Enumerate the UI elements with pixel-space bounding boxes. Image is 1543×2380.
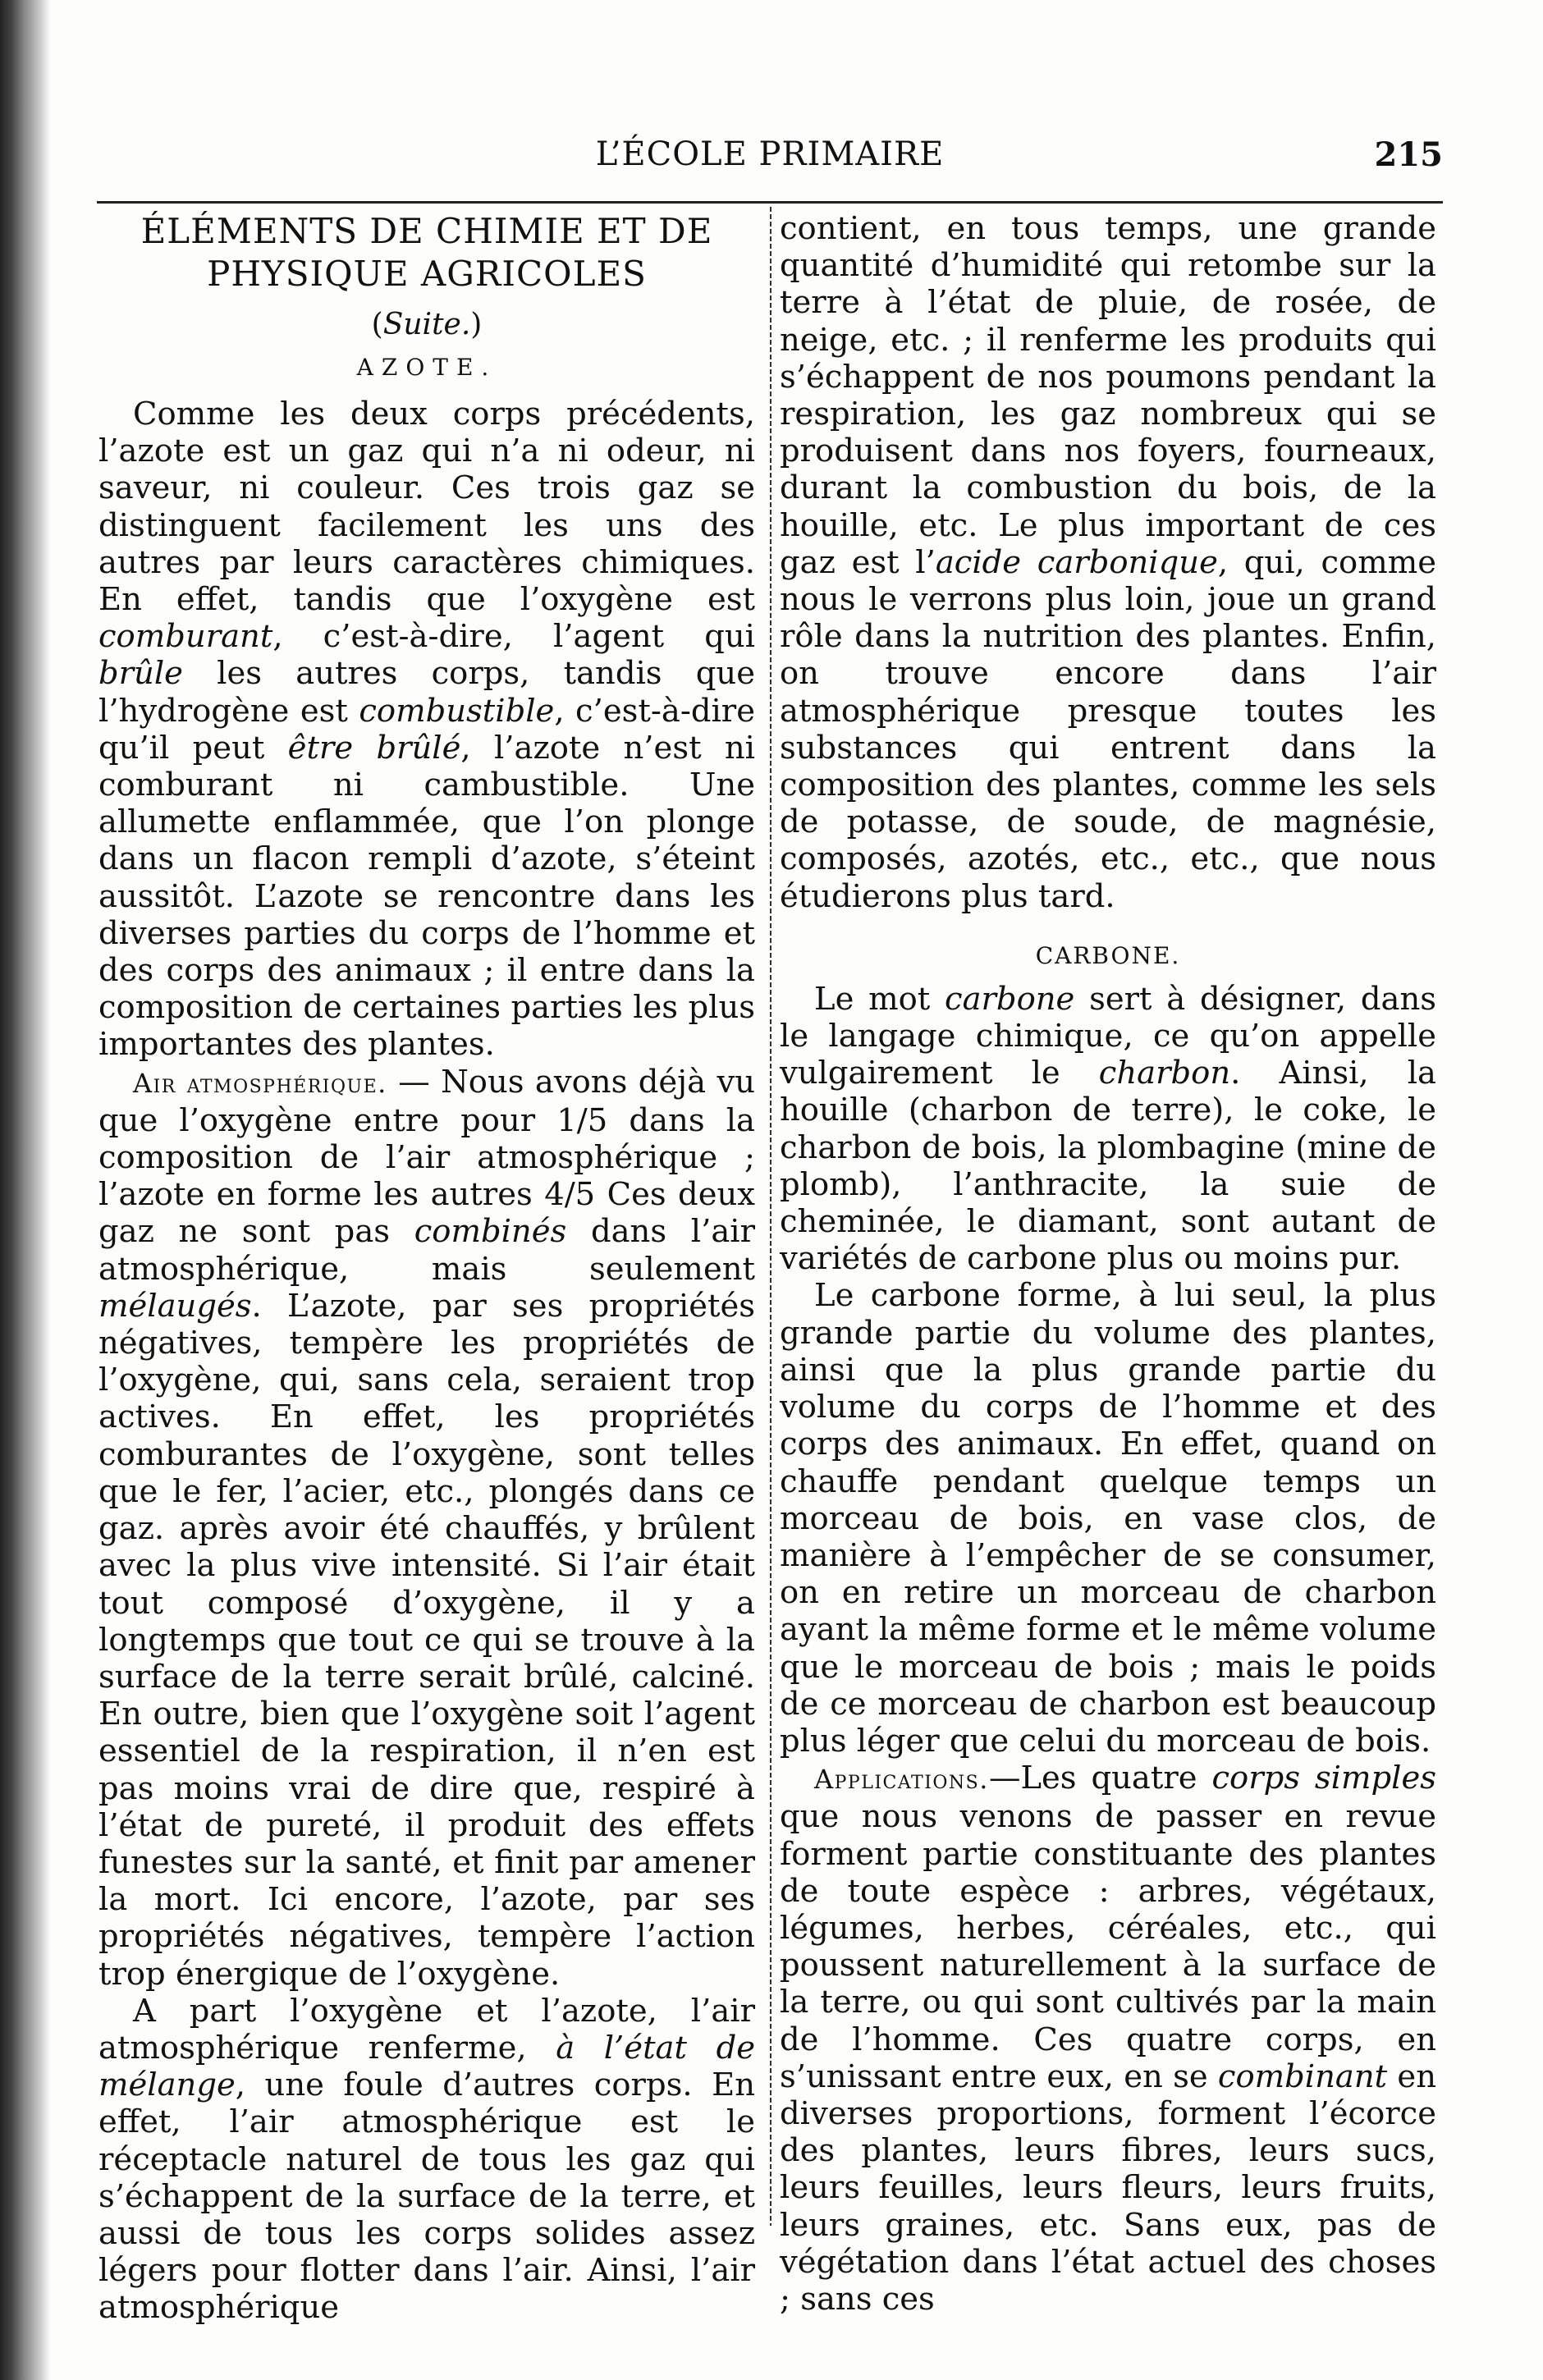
- paragraph-air-continued: [780, 210, 1436, 915]
- p2-em-melanges: mélaugés: [98, 1287, 252, 1325]
- run-in-heading-applications: Applications.: [814, 1764, 989, 1796]
- p1-text-a: Comme les deux corps précédents, l’azote est un gaz qui n’a ni odeur, ni saveur, ni couleur. Ces trois gaz se distinguent facilement les uns des autres par leurs caractères chimiques. En effet, tandis que l’oxygène est: [98, 396, 755, 619]
- p1-text-c: les autres corps, tandis que l’hydrogène est: [98, 655, 755, 730]
- article-title-line1: ÉLÉMENTS DE CHIMIE ET DE: [140, 211, 713, 251]
- suite-label: (Suite.): [371, 308, 483, 341]
- p7-em-corps-simples: corps simples: [1211, 1760, 1436, 1797]
- paragraph-carbone-volume: Le carbone forme, à lui seul, la plus grande partie du volume des plantes, ainsi que la plus grande partie du volume du corps de l’homme et des corps des animaux. En effet, quand on chauffe pendant quelque temps un morceau de bois, en vase clos, de manière à l’empêcher de se consumer, on en retire un morceau de charbon ayant la même forme et le même volume que le morceau de bois ; mais le poids de ce morceau de charbon est beaucoup plus léger que celui du morceau de bois.: [780, 1277, 1436, 1760]
- p7-text-a: —Les quatre: [988, 1760, 1212, 1797]
- p2-text-c: . L’azote, par ses propriétés négatives, tempère les propriétés de l’oxygène, qui, sans cela, seraient trop actives. En effet, les propriétés comburantes de l’oxygène, sont telles que le fer, l’acier, etc., plongés dans ce gaz. après avoir été chauffés, y brûlent avec la plus vive intensité. Si l’air était tout composé d’oxygène, il y a longtemps que tout ce qui se trouve à la surface de la terre serait brûlé, calciné. En outre, bien que l’oxygène soit l’agent essentiel de la respiration, il n’en est pas moins vrai de dire que, respiré à l’état de pureté, il produit des effets funestes sur la santé, et finit par amener la mort. Ici encore, l’azote, par ses propriétés négatives, tempère l’action trop énergique de l’oxygène.: [98, 1287, 755, 1993]
- p7-em-combinant: combinant: [1217, 2057, 1388, 2095]
- paragraph-air-melange: [98, 1993, 755, 2327]
- p5-text-c: . Ainsi, la houille (charbon de terre), le coke, le charbon de bois, la plombagine (mine de plomb), l’anthracite, la suie de cheminée, le diamant, sont autant de variétés de carbone plus ou moins pur.: [780, 1055, 1437, 1278]
- column-divider: [770, 207, 772, 2226]
- run-in-heading-air: Air atmosphérique.: [133, 1067, 387, 1099]
- paragraph-azote: [98, 396, 755, 1064]
- paragraph-carbone: [780, 981, 1436, 1278]
- page-header: [97, 135, 1443, 176]
- p4-text-a: contient, en tous temps, une grande quantité d’humidité qui retombe sur la terre à l’état de pluie, de rosée, de neige, etc. ; il renferme les produits qui s’échappent de nos poumons pendant la respiration, les gaz nombreux qui se produisent dans nos foyers, fourneaux, durant la combustion du bois, de la houille, etc. Le plus important de ces gaz est l’: [780, 210, 1436, 581]
- p1-em-brule: brûle: [98, 655, 183, 693]
- p1-text-d: , c’est-à-dire qu’il peut: [98, 692, 755, 767]
- right-column: [780, 210, 1436, 2318]
- header-rule: [97, 201, 1443, 204]
- p5-em-charbon: charbon: [1098, 1055, 1231, 1092]
- p1-text-e: , l’azote n’est ni comburant ni cambustible. Une allumette enflammée, que l’on plonge dans un flacon rempli d’azote, s’éteint aussitôt. L’azote se rencontre dans les diverses parties du corps de l’homme et des corps des animaux ; il entre dans la composition de certaines parties les plus importantes des plantes.: [98, 729, 755, 1064]
- page-number: 215: [1374, 135, 1443, 174]
- section-heading-carbone: CARBONE.: [1035, 941, 1181, 969]
- p7-text-b: que nous venons de passer en revue forment partie constituante des plantes de toute espèce : arbres, végétaux, légumes, herbes, céréales, etc., qui poussent naturellement à la surface de la terre, ou qui sont cultivés par la main de l’homme. Ces quatre corps, en s’unissant entre eux, en se: [780, 1798, 1436, 2095]
- p5-em-carbone: carbone: [945, 980, 1075, 1018]
- p2-text-a: — Nous avons déjà vu que l’oxygène entre pour 1/5 dans la composition de l’air atmosphérique ; l’azote en forme les autres 4/5 Ces deux gaz ne sont pas: [98, 1063, 755, 1251]
- article-title: [98, 210, 755, 295]
- p5-text-b: sert à désigner, dans le langage chimique, ce qu’on appelle vulgairement le: [780, 980, 1436, 1092]
- p4-em-acide-carbonique: acide carbonique: [935, 543, 1218, 581]
- article-title-line2: PHYSIQUE AGRICOLES: [207, 254, 647, 294]
- p1-em-comburant: comburant: [98, 618, 273, 656]
- p3-text-b: , une foule d’autres corps. En effet, l’air atmosphérique est le réceptacle naturel de tous les gaz qui s’échappent de la surface de la terre, et aussi de tous les corps solides assez légers pour flotter dans l’air. Ainsi, l’air atmosphérique: [98, 2066, 755, 2327]
- paragraph-air-atmospherique: [98, 1064, 755, 1993]
- left-column: [98, 210, 755, 2327]
- p7-text-c: en diverses proportions, forment l’écorce des plantes, leurs fibres, leurs sucs, leurs feuilles, leurs fleurs, leurs fruits, leurs graines, etc. Sans eux, pas de végétation dans l’état actuel des choses ; sans ces: [780, 2057, 1436, 2318]
- p3-em-etat-melange: à l’état de mélange: [98, 2029, 755, 2104]
- suite-text: Suite.: [382, 308, 471, 341]
- p1-em-combustible: combustible: [359, 692, 555, 730]
- p4-text-b: , qui, comme nous le verrons plus loin, joue un grand rôle dans la nutrition des plantes. Enfin, on trouve encore dans l’air atmosphérique presque toutes les substances qui entrent dans la composition des plantes, comme les sels de potasse, de soude, de magnésie, composés, azotés, etc., etc., que nous étudierons plus tard.: [780, 543, 1436, 915]
- paragraph-applications: [780, 1760, 1436, 2318]
- section-heading-azote: AZOTE.: [356, 354, 497, 381]
- p1-text-b: , c’est-à-dire, l’agent qui: [272, 618, 755, 656]
- p2-em-combines: combinés: [414, 1213, 567, 1251]
- p3-text-a: A part l’oxygène et l’azote, l’air atmosphérique renferme,: [98, 1992, 755, 2066]
- p1-em-etre-brule: être brûlé: [287, 729, 461, 767]
- p5-text-a: Le mot: [814, 980, 945, 1018]
- running-title: L’ÉCOLE PRIMAIRE: [595, 135, 945, 173]
- scanned-binding-edge: [0, 0, 51, 2380]
- p2-text-b: dans l’air atmosphérique, mais seulement: [98, 1213, 755, 1288]
